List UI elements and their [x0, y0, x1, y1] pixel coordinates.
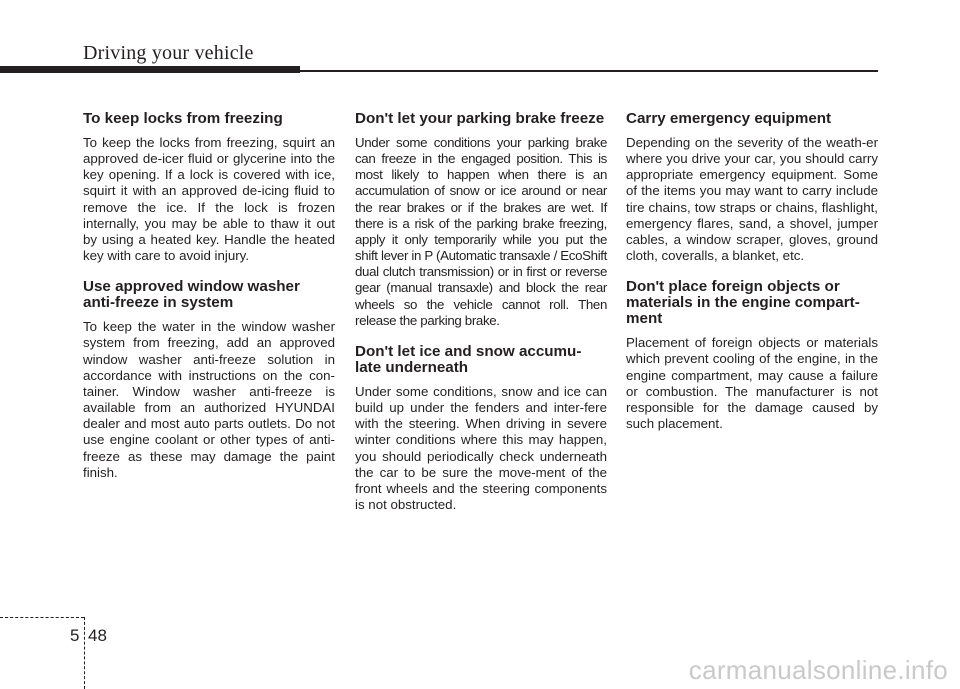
footer-dashed-hline — [0, 617, 84, 618]
page-header-title: Driving your vehicle — [83, 42, 254, 64]
section-body: Placement of foreign objects or materials which prevent cooling of the engine, in the engine compartment, may cause a failure or combustion. The manufacturer is not responsible for the damage caused by such placement. — [626, 335, 878, 432]
column-1 — [83, 111, 335, 496]
section-heading: To keep locks from freezing — [83, 110, 283, 127]
section-body: Under some conditions your parking brake can freeze in the engaged position. This is most likely to happen when there is an accumulation of snow or ice around or near the rear brakes or if the brakes are wet. If there is a risk of the parking brake freezing, apply it only temporarily while you put the shift lever in P (Automatic transaxle / EcoShift dual clutch transmission) or in first or reverse gear (manual transaxle) and block the rear wheels so the vehicle cannot roll. Then release the parking brake. — [355, 135, 607, 328]
page-number: 48 — [88, 626, 107, 645]
watermark: carmanualsonline.info — [688, 655, 948, 685]
header-rule-thick — [0, 66, 300, 73]
footer-dashed-vline — [84, 617, 85, 689]
column-2 — [355, 111, 607, 528]
page-section-number: 5 — [70, 626, 80, 645]
section-body: To keep the water in the window washer system from freezing, add an approved window washer anti-freeze solution in accordance with instructions on the con-tainer. Window washer anti-freeze is available from an authorized HYUNDAI dealer and most auto parts outlets. Do not use engine coolant or other types of anti-freeze as these may damage the paint finish. — [83, 319, 335, 480]
section-body: Under some conditions, snow and ice can build up under the fenders and inter-fere with the steering. When driving in severe winter conditions where this may happen, you should periodically check underneath the car to be sure the move-ment of the front wheels and the steering components is not obstructed. — [355, 383, 607, 512]
section-heading: Carry emergency equipment — [626, 110, 832, 127]
column-3 — [626, 111, 878, 447]
section-heading: Don't let your parking brake freeze — [355, 110, 605, 127]
header-rule-thin — [300, 70, 878, 72]
section-heading: Don't place foreign objects or materials in the engine compart-ment — [626, 278, 860, 328]
section-heading: Don't let ice and snow accumu-late underneath — [355, 342, 582, 376]
section-body: Depending on the severity of the weath-er where you drive your car, you should carry appropriate emergency equipment. Some of the items you may want to carry include tire chains, tow straps or chains, flashlight, emergency flares, sand, a shovel, jumper cables, a window scraper, gloves, ground cloth, coveralls, a blanket, etc. — [626, 135, 878, 264]
section-body: To keep the locks from freezing, squirt an approved de-icer fluid or glycerine into the key opening. If a lock is covered with ice, squirt it with an approved de-icing fluid to remove the ice. If the lock is frozen internally, you may be able to thaw it out by using a heated key. Handle the heated key with care to avoid injury. — [83, 135, 335, 264]
section-heading: Use approved window washer anti-freeze in system — [83, 278, 300, 312]
